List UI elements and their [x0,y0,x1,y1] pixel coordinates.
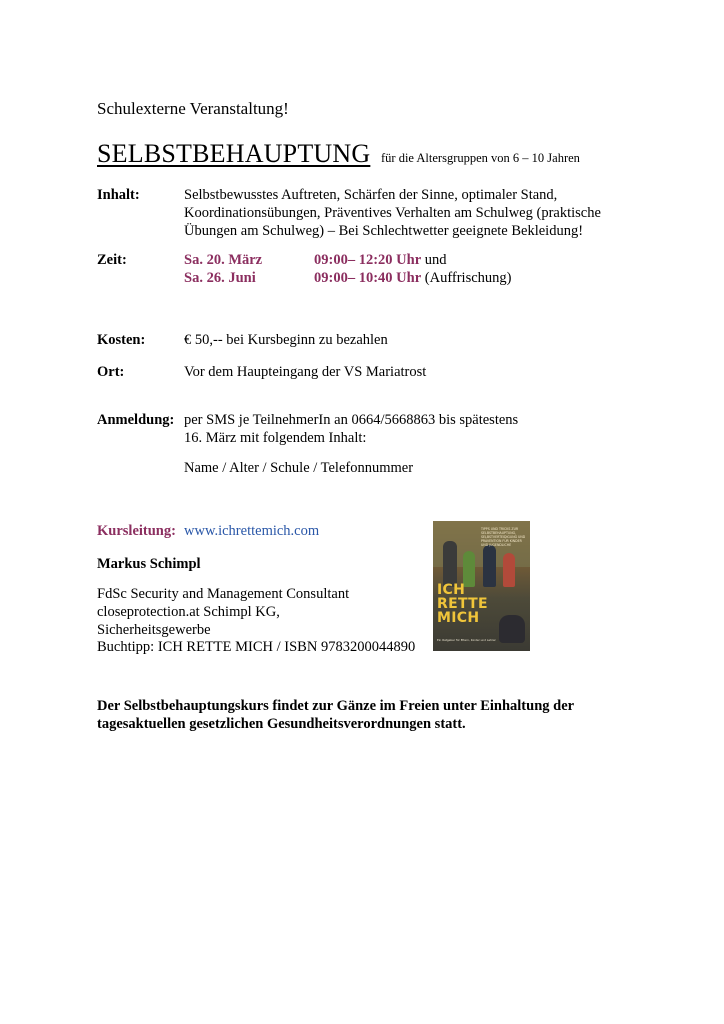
instructor-name: Markus Schimpl [97,556,201,572]
anmeldung-line-1: per SMS je TeilnehmerIn an 0664/5668863 bis spätestens [184,412,519,428]
instructor-detail-1: FdSc Security and Management Consultant [97,586,350,602]
age-group-subtitle: für die Altersgruppen von 6 – 10 Jahren [381,151,580,165]
footer-note-line-2: tagesaktuellen gesetzlichen Gesundheitsverordnungen statt. [97,716,466,732]
inhalt-line-1: Selbstbewusstes Auftreten, Schärfen der Sinne, optimaler Stand, [184,187,558,203]
zeit-time-1: 09:00– 12:20 Uhr [314,252,422,268]
cover-footer-text: Ein Ratgeber für Eltern, Kinder und Lehrer [437,638,496,642]
ort-value: Vor dem Haupteingang der VS Mariatrost [184,364,427,380]
cover-title [437,583,499,625]
zeit-suffix-1: und [421,252,447,268]
inhalt-label: Inhalt: [97,187,140,203]
ort-label: Ort: [97,364,125,380]
zeit-date-2: Sa. 26. Juni [184,270,256,286]
zeit-date-1: Sa. 20. März [184,252,263,268]
cover-action-figure [499,615,525,643]
cover-title-line-1: ICH [437,582,466,598]
zeit-time-2: 09:00– 10:40 Uhr [314,270,422,286]
zeit-label: Zeit: [97,252,127,268]
zeit-suffix-2: (Auffrischung) [421,270,512,286]
cover-title-line-3: MICH [437,610,480,626]
cover-title-line-2: RETTE [437,596,488,612]
book-cover-image [433,521,530,651]
cover-person-figure [483,545,496,587]
cover-tagline: TIPPS UND TRICKS ZUR SELBSTBEHAUPTUNG, SELBSTVERTEIDIGUNG UND PRÄVENTION FÜR KINDER UND JUGENDLICHE [481,527,526,547]
instructor-detail-3: Sicherheitsgewerbe [97,622,211,638]
zeit-time-row-2 [314,270,511,288]
inhalt-line-2: Koordinationsübungen, Präventives Verhalten am Schulweg (praktische [184,205,601,221]
page-title: SELBSTBEHAUPTUNG [97,139,371,168]
event-type-heading: Schulexterne Veranstaltung! [97,99,289,118]
instructor-detail-2: closeprotection.at Schimpl KG, [97,604,280,620]
website-link[interactable]: www.ichrettemich.com [184,523,320,539]
anmeldung-format: Name / Alter / Schule / Telefonnummer [184,460,414,476]
kursleitung-label: Kursleitung: [97,523,176,539]
book-tip: Buchtipp: ICH RETTE MICH / ISBN 9783200044890 [97,639,416,655]
anmeldung-label: Anmeldung: [97,412,175,428]
zeit-time-row-1 [314,252,447,270]
cover-person-figure [503,553,515,587]
kosten-label: Kosten: [97,332,146,348]
cover-person-figure [443,541,457,587]
inhalt-line-3: Übungen am Schulweg) – Bei Schlechtwetter geeignete Bekleidung! [184,223,584,239]
kosten-value: € 50,-- bei Kursbeginn zu bezahlen [184,332,388,348]
footer-note-line-1: Der Selbstbehauptungskurs findet zur Gänze im Freien unter Einhaltung der [97,698,575,714]
anmeldung-line-2: 16. März mit folgendem Inhalt: [184,430,367,446]
